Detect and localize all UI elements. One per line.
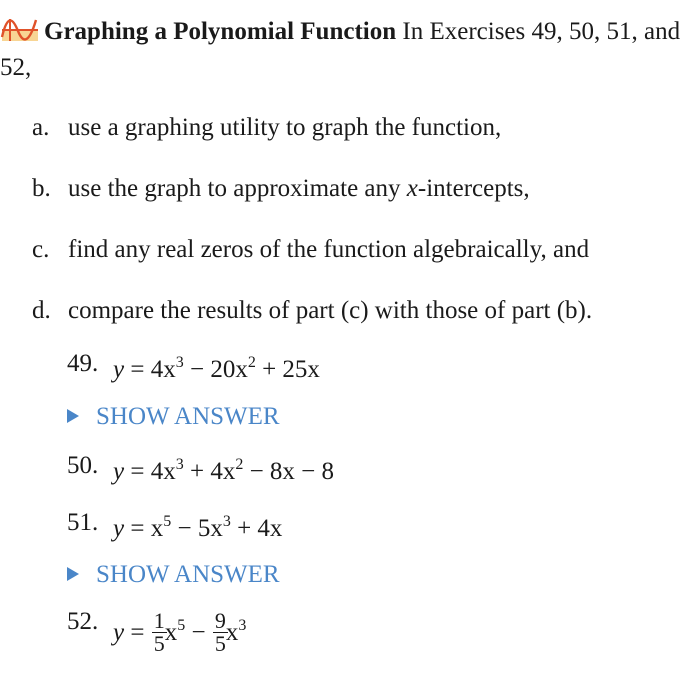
exercise-equation: y = $\frac{1}{5}$ $x^5$ − $\frac{9}{5}$ $x^3$ [113, 608, 247, 656]
step-letter: c. [32, 236, 50, 263]
exercise-number: 50. [67, 452, 99, 479]
exercise-number: 52. [67, 608, 99, 635]
exercise-number: 49. [67, 350, 99, 377]
show-answer-label: SHOW ANSWER [96, 403, 280, 430]
exercise-50 [67, 452, 334, 486]
step-text-before: use the graph to approximate any [68, 175, 407, 202]
step-b [32, 169, 592, 230]
exercise-equation: $y = 4x^3 - 20x^2 + 25x$ [113, 354, 320, 383]
instruction-list [32, 108, 592, 352]
triangle-right-icon [67, 409, 79, 423]
header-title: Graphing a Polynomial Function [44, 18, 397, 45]
exercise-52 [67, 608, 246, 655]
exercise-header [0, 14, 690, 86]
exercise-51 [67, 509, 282, 543]
header-text: In Exercises 49, 50, 51, and 52, [0, 18, 681, 81]
exercise-49 [67, 350, 320, 384]
step-letter: b. [32, 175, 51, 202]
fraction: $\frac{1}{5}$ [153, 608, 165, 656]
show-answer-49-button[interactable] [67, 403, 280, 431]
exercise-equation: $y = x^5 - 5x^3 + 4x$ [113, 513, 283, 542]
step-a [32, 108, 592, 169]
exercise-equation: $y = 4x^3 + 4x^2 - 8x - 8$ [113, 456, 335, 485]
show-answer-51-button[interactable] [67, 561, 280, 589]
triangle-right-icon [67, 567, 79, 581]
step-variable: x [406, 175, 418, 202]
graph-icon [0, 17, 40, 43]
step-letter: a. [32, 114, 50, 141]
step-text-after: -intercepts, [417, 175, 530, 202]
fraction: $\frac{9}{5}$ [214, 608, 226, 656]
step-d [32, 291, 592, 352]
show-answer-label: SHOW ANSWER [96, 561, 280, 588]
step-letter: d. [32, 297, 51, 324]
step-text: compare the results of part (c) with those of part (b). [68, 297, 593, 324]
exercise-number: 51. [67, 509, 99, 536]
step-text: use a graphing utility to graph the function, [68, 114, 502, 141]
step-c [32, 230, 592, 291]
step-text: find any real zeros of the function algebraically, and [68, 236, 590, 263]
